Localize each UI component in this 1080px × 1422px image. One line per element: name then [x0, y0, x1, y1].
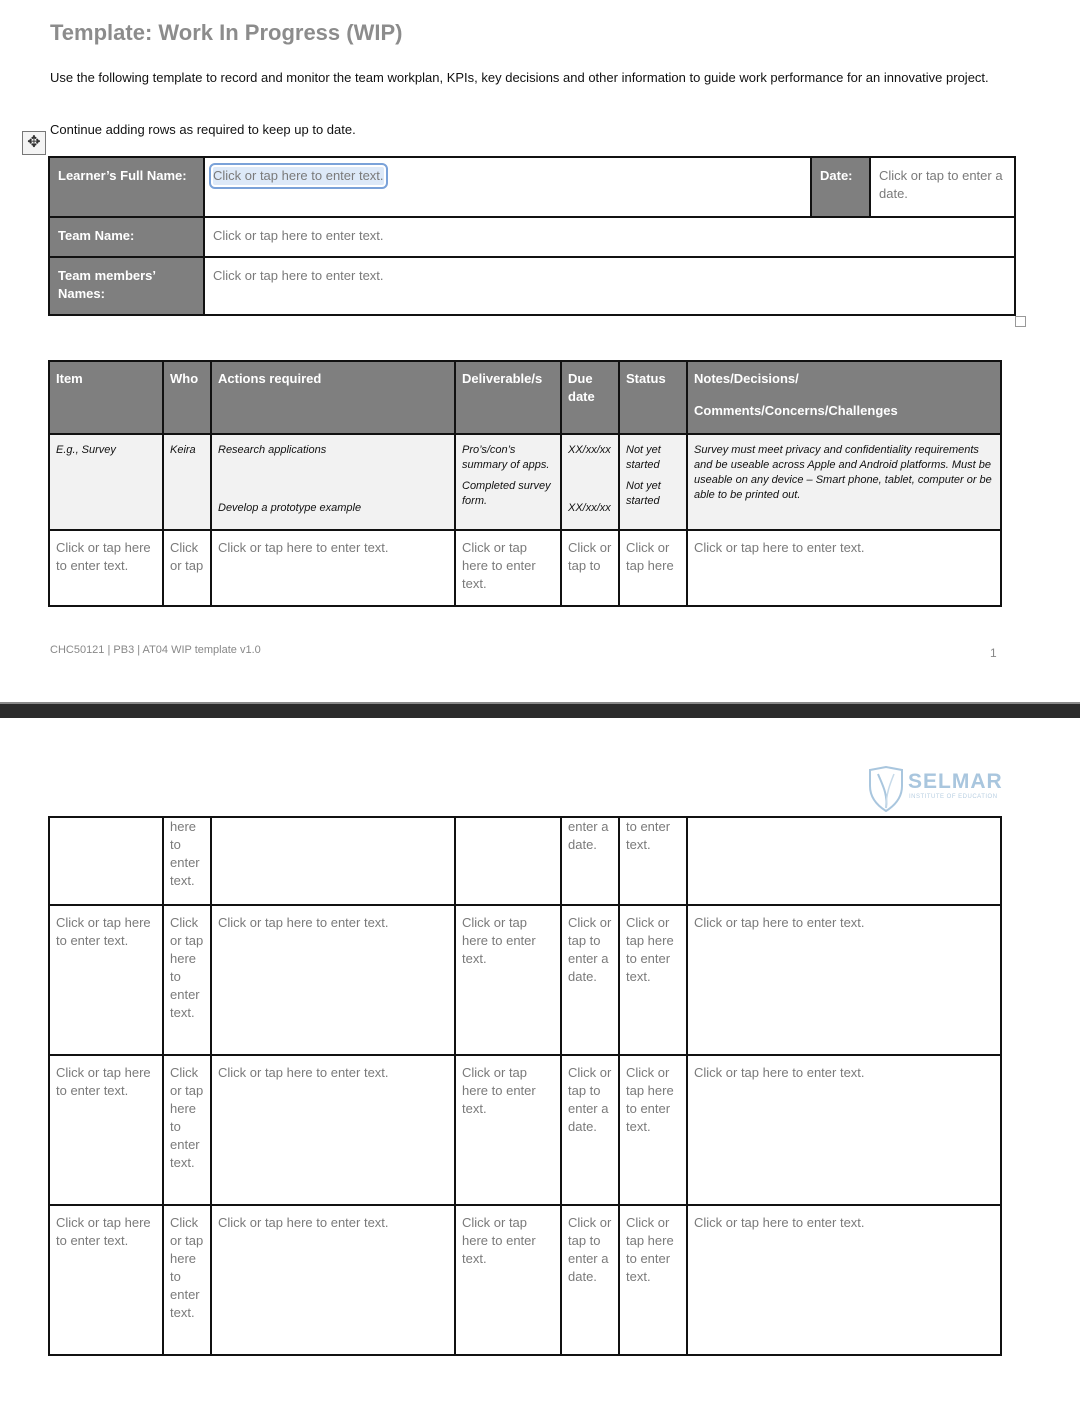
- due-date-field[interactable]: enter a date.: [561, 817, 619, 905]
- document-title: Template: Work In Progress (WIP): [50, 20, 403, 45]
- example-status-2: Not yet started: [626, 480, 661, 507]
- selmar-logo: [866, 766, 1006, 812]
- team-members-row: [49, 257, 1015, 315]
- header-deliverables: Deliverable/s: [455, 361, 561, 434]
- example-row: [49, 434, 1001, 530]
- example-notes: Survey must meet privacy and confidentiality requirements and be useable across Apple and Android platforms. Must be useable on any device – Smart phone, tablet, computer or be able to be printed out.: [687, 434, 1001, 530]
- actions-field[interactable]: Click or tap here to enter text.: [211, 905, 455, 1055]
- team-name-field[interactable]: Click or tap here to enter text.: [204, 217, 1015, 257]
- deliverables-field[interactable]: Click or tap here to enter text.: [455, 905, 561, 1055]
- actions-field[interactable]: Click or tap here to enter text.: [211, 1055, 455, 1205]
- header-due-date: Due date: [561, 361, 619, 434]
- status-field[interactable]: Click or tap here to enter text.: [619, 1055, 687, 1205]
- example-due: [561, 434, 619, 530]
- example-item: E.g., Survey: [49, 434, 163, 530]
- date-field[interactable]: Click or tap to enter a date.: [870, 157, 1015, 217]
- shield-logo-icon: [866, 766, 906, 812]
- example-actions: [211, 434, 455, 530]
- who-field[interactable]: Click or tap here to enter text.: [163, 1205, 211, 1355]
- logo-tagline: INSTITUTE OF EDUCATION: [909, 794, 998, 800]
- table-move-handle-icon[interactable]: ✥: [22, 131, 46, 155]
- example-due-1: XX/xx/xx: [568, 444, 611, 456]
- example-deliverables: [455, 434, 561, 530]
- notes-field[interactable]: Click or tap here to enter text.: [687, 1205, 1001, 1355]
- due-date-field[interactable]: Click or tap to enter a date.: [561, 1205, 619, 1355]
- wip-header-row: [49, 361, 1001, 434]
- deliverables-field[interactable]: Click or tap here to enter text.: [455, 530, 561, 606]
- who-field[interactable]: here to enter text.: [163, 817, 211, 905]
- wip-table-page2: [48, 816, 1002, 1356]
- table-row: [49, 530, 1001, 606]
- header-notes-line2: Comments/Concerns/Challenges: [694, 403, 898, 418]
- instruction-paragraph: Continue adding rows as required to keep up to date.: [50, 122, 356, 137]
- learner-name-label: Learner’s Full Name:: [49, 157, 204, 217]
- page-2: [0, 718, 1080, 1422]
- example-status: [619, 434, 687, 530]
- notes-field[interactable]: Click or tap here to enter text.: [687, 905, 1001, 1055]
- example-action-1: Research applications: [218, 444, 327, 456]
- logo-name: SELMAR: [908, 770, 1003, 793]
- table-resize-handle[interactable]: [1015, 316, 1026, 327]
- notes-field[interactable]: Click or tap here to enter text.: [687, 530, 1001, 606]
- learner-row: [49, 157, 1015, 217]
- who-field[interactable]: Click or tap here to enter text.: [163, 905, 211, 1055]
- actions-field[interactable]: [211, 817, 455, 905]
- status-field[interactable]: Click or tap here: [619, 530, 687, 606]
- example-status-1: Not yet started: [626, 444, 661, 471]
- team-members-field[interactable]: Click or tap here to enter text.: [204, 257, 1015, 315]
- notes-field[interactable]: Click or tap here to enter text.: [687, 1055, 1001, 1205]
- learner-name-placeholder[interactable]: Click or tap here to enter text.: [213, 168, 384, 183]
- footer-page-number: 1: [990, 646, 997, 660]
- deliverables-field[interactable]: Click or tap here to enter text.: [455, 1205, 561, 1355]
- date-label: Date:: [811, 157, 870, 217]
- header-notes: [687, 361, 1001, 434]
- learner-info-table: [48, 156, 1016, 316]
- item-field[interactable]: [49, 817, 163, 905]
- due-date-field[interactable]: Click or tap to enter a date.: [561, 905, 619, 1055]
- deliverables-field[interactable]: Click or tap here to enter text.: [455, 1055, 561, 1205]
- table-row-continued: [49, 817, 1001, 905]
- team-name-row: [49, 217, 1015, 257]
- due-date-field[interactable]: Click or tap to: [561, 530, 619, 606]
- example-who: Keira: [163, 434, 211, 530]
- team-members-label: Team members’ Names:: [49, 257, 204, 315]
- header-actions: Actions required: [211, 361, 455, 434]
- header-item: Item: [49, 361, 163, 434]
- example-deliverable-1: Pro’s/con’s summary of apps.: [462, 444, 550, 471]
- actions-field[interactable]: Click or tap here to enter text.: [211, 530, 455, 606]
- table-row: [49, 1055, 1001, 1205]
- footer-document-code: CHC50121 | PB3 | AT04 WIP template v1.0: [50, 644, 261, 656]
- example-deliverable-2: Completed survey form.: [462, 480, 551, 507]
- status-field[interactable]: to enter text.: [619, 817, 687, 905]
- table-row: [49, 1205, 1001, 1355]
- header-who: Who: [163, 361, 211, 434]
- intro-paragraph: Use the following template to record and monitor the team workplan, KPIs, key decisions and other information to guide work performance for an innovative project.: [50, 70, 989, 85]
- who-field[interactable]: Click or tap: [163, 530, 211, 606]
- learner-name-field[interactable]: [204, 157, 811, 217]
- example-due-2: XX/xx/xx: [568, 502, 611, 514]
- header-status: Status: [619, 361, 687, 434]
- item-field[interactable]: Click or tap here to enter text.: [49, 530, 163, 606]
- due-date-field[interactable]: Click or tap to enter a date.: [561, 1055, 619, 1205]
- example-action-2: Develop a prototype example: [218, 502, 362, 514]
- item-field[interactable]: Click or tap here to enter text.: [49, 1055, 163, 1205]
- who-field[interactable]: Click or tap here to enter text.: [163, 1055, 211, 1205]
- notes-field[interactable]: [687, 817, 1001, 905]
- status-field[interactable]: Click or tap here to enter text.: [619, 1205, 687, 1355]
- page-separator: [0, 702, 1080, 718]
- item-field[interactable]: Click or tap here to enter text.: [49, 905, 163, 1055]
- header-notes-line1: Notes/Decisions/: [694, 371, 799, 386]
- status-field[interactable]: Click or tap here to enter text.: [619, 905, 687, 1055]
- item-field[interactable]: Click or tap here to enter text.: [49, 1205, 163, 1355]
- wip-table-page1: [48, 360, 1002, 607]
- table-row: [49, 905, 1001, 1055]
- page-1: [0, 0, 1080, 704]
- team-name-label: Team Name:: [49, 217, 204, 257]
- actions-field[interactable]: Click or tap here to enter text.: [211, 1205, 455, 1355]
- deliverables-field[interactable]: [455, 817, 561, 905]
